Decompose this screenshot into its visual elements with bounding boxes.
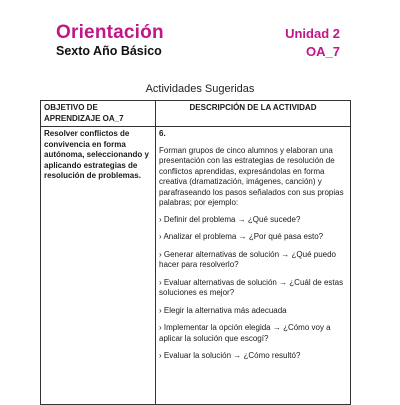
activity-table: [40, 100, 351, 405]
list-item: › Definir del problema → ¿Qué sucede?: [159, 214, 301, 224]
objective-text: Resolver conflictos de convivencia en forma autónoma, seleccionando y aplicando estrategias de resolución de problemas.: [44, 129, 149, 180]
list-item: › Generar alternativas de solución → ¿Qué puedo hacer para resolverlo?: [159, 249, 336, 269]
list-item: › Implementar la opción elegida → ¿Cómo voy a aplicar la solución que escogí?: [159, 323, 331, 343]
page-title: Orientación: [56, 22, 164, 43]
section-title: Actividades Sugeridas: [145, 83, 255, 95]
objective-code: OA_7: [306, 44, 340, 59]
list-item: › Evaluar alternativas de solución → ¿Cuál de estas soluciones es mejor?: [159, 277, 344, 297]
table-row: [41, 127, 351, 405]
page-subtitle: Sexto Año Básico: [56, 44, 162, 58]
list-item: › Elegir la alternativa más adecuada: [159, 305, 287, 315]
description-column-header: DESCRIPCIÓN DE LA ACTIVIDAD: [156, 101, 351, 127]
list-item: › Evaluar la solución → ¿Cómo resultó?: [159, 351, 301, 360]
objective-column-header: OBJETIVO DE APRENDIZAJE OA_7: [41, 101, 156, 127]
list-item: › Analizar el problema → ¿Por qué pasa esto?: [159, 232, 324, 241]
table-header-row: [41, 101, 351, 127]
activity-intro: Forman grupos de cinco alumnos y elaboran una presentación con las estrategias de resolución de conflictos aprendidas, expresándolas en forma creativa (dramatización, imágenes, canción) y parafraseando los pasos señalados con sus propias palabras; por ejemplo:: [159, 145, 344, 207]
objective-cell: [41, 127, 156, 405]
unit-label: Unidad 2: [285, 26, 340, 41]
activity-number: 6.: [159, 129, 166, 138]
description-cell: [156, 127, 351, 405]
